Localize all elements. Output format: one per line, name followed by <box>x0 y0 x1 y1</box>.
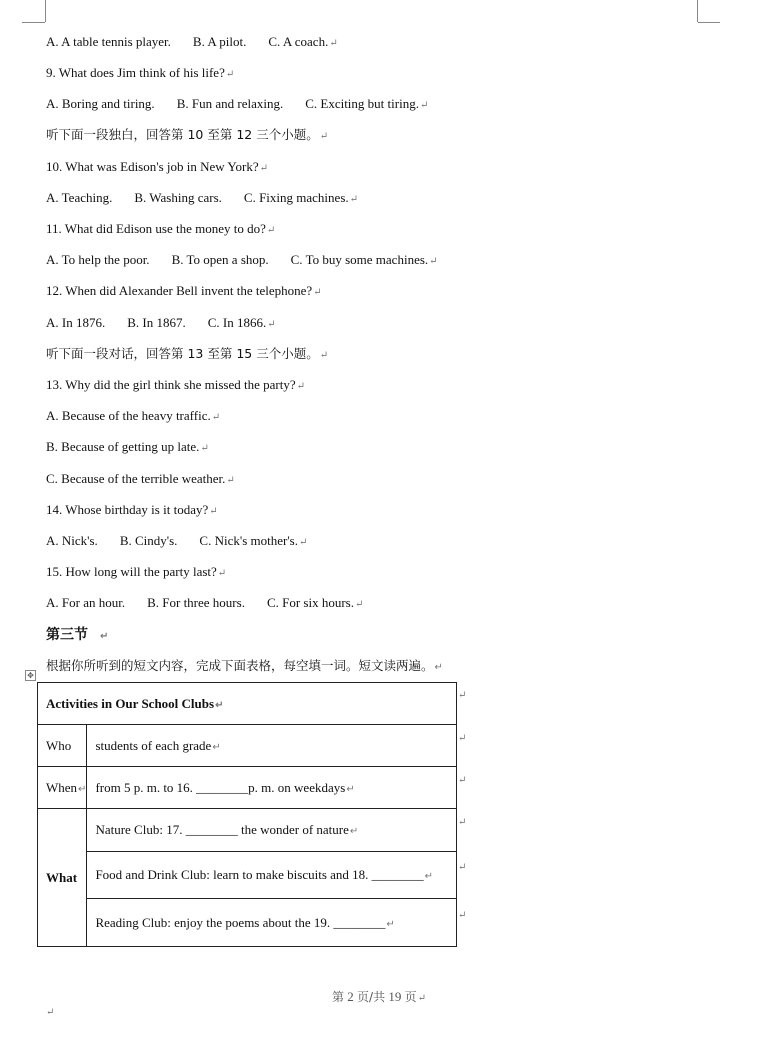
line-text: C. In 1866. <box>207 315 267 330</box>
row-end-mark: ↵ <box>458 733 467 744</box>
table-row <box>38 809 457 852</box>
section-title: 第三节 ↵ <box>46 627 109 643</box>
question-line <box>46 595 363 613</box>
row-end-mark: ↵ <box>458 775 467 786</box>
line-text: A. Nick's. <box>46 533 98 548</box>
line-text: A. A table tennis player. <box>46 34 171 49</box>
table-title-cell: Activities in Our School Clubs↵ <box>38 683 457 725</box>
return-mark: ↵ <box>259 163 269 174</box>
line-text: B. Because of getting up late. <box>46 439 200 454</box>
line-text: C. Exciting but tiring. <box>305 96 419 111</box>
line-text: 15. How long will the party last? <box>46 564 217 579</box>
line-text: 12. When did Alexander Bell invent the telephone? <box>46 283 313 298</box>
question-line <box>46 377 305 395</box>
line-text: 10. What was Edison's job in New York? <box>46 159 259 174</box>
when-value-cell: from 5 p. m. to 16. ________p. m. on weekdays↵ <box>87 767 457 809</box>
return-mark: ↵ <box>296 381 305 392</box>
return-mark: ↵ <box>226 475 235 486</box>
what-row-nature: Nature Club: 17. ________ the wonder of nature↵ <box>87 809 457 852</box>
line-text: A. For an hour. <box>46 595 126 610</box>
line-text: B. Washing cars. <box>134 190 222 205</box>
line-text: C. To buy some machines. <box>290 252 429 267</box>
return-mark: ↵ <box>313 287 322 298</box>
line-text: B. For three hours. <box>147 595 245 610</box>
crop-mark-right-v <box>697 0 698 22</box>
crop-mark-right-h <box>698 22 720 23</box>
line-text: B. To open a shop. <box>171 252 269 267</box>
return-mark: ↵ <box>217 568 227 579</box>
question-line <box>46 315 276 333</box>
return-mark: ↵ <box>211 412 221 423</box>
crop-mark-left-h <box>22 22 45 23</box>
return-mark: ↵ <box>209 506 218 517</box>
line-text: 听下面一段独白，回答第 10 至第 12 三个小题。 <box>46 127 319 142</box>
line-text: B. A pilot. <box>192 34 247 49</box>
question-line <box>46 190 358 208</box>
return-mark: ↵ <box>429 256 438 267</box>
what-row-reading: Reading Club: enjoy the poems about the 19. ________↵ <box>87 899 457 947</box>
line-text: C. Nick's mother's. <box>199 533 298 548</box>
table-row <box>38 725 457 767</box>
line-text: 9. What does Jim think of his life? <box>46 65 225 80</box>
line-text: A. To help the poor. <box>46 252 150 267</box>
return-mark: ↵ <box>299 537 308 548</box>
question-line <box>46 159 268 177</box>
line-text: A. Teaching. <box>46 190 113 205</box>
line-text: C. Fixing machines. <box>243 190 349 205</box>
row-end-mark: ↵ <box>458 817 467 828</box>
question-line <box>46 65 234 83</box>
line-text: A. Because of the heavy traffic. <box>46 408 211 423</box>
table-row <box>38 683 457 725</box>
crop-mark-left-v <box>45 0 46 22</box>
question-line <box>46 96 428 114</box>
return-mark: ↵ <box>319 131 329 142</box>
table-row <box>38 767 457 809</box>
end-return-mark: ↵ <box>46 1007 55 1018</box>
question-line <box>46 502 218 520</box>
question-line <box>46 564 226 582</box>
return-mark: ↵ <box>349 194 359 205</box>
question-line <box>46 533 307 551</box>
return-mark: ↵ <box>267 319 276 330</box>
line-text: C. A coach. <box>268 34 329 49</box>
clubs-table <box>37 682 457 947</box>
line-text: A. Boring and tiring. <box>46 96 155 111</box>
question-line <box>46 34 338 52</box>
return-mark: ↵ <box>266 225 276 236</box>
return-mark: ↵ <box>319 350 329 361</box>
line-text: B. Fun and relaxing. <box>176 96 284 111</box>
line-text: C. Because of the terrible weather. <box>46 471 226 486</box>
return-mark: ↵ <box>329 38 338 49</box>
what-row-food: Food and Drink Club: learn to make biscuits and 18. ________↵ <box>87 852 457 899</box>
question-line <box>46 471 235 489</box>
line-text: B. Cindy's. <box>119 533 178 548</box>
line-text: 听下面一段对话，回答第 13 至第 15 三个小题。 <box>46 346 319 361</box>
table-move-handle-icon[interactable]: ✥ <box>25 670 36 681</box>
question-line <box>46 346 328 364</box>
row-end-mark: ↵ <box>458 910 467 921</box>
page-footer: 第 2 页/共 19 页↵ <box>332 989 426 1004</box>
return-mark: ↵ <box>225 69 235 80</box>
question-line <box>46 408 220 426</box>
question-line <box>46 252 438 270</box>
question-line <box>46 283 322 301</box>
row-end-mark: ↵ <box>458 690 467 701</box>
line-text: C. For six hours. <box>266 595 354 610</box>
question-line <box>46 127 328 145</box>
line-text: 11. What did Edison use the money to do? <box>46 221 266 236</box>
line-text: A. In 1876. <box>46 315 106 330</box>
return-mark: ↵ <box>355 599 364 610</box>
when-label-cell: When↵ <box>38 767 87 809</box>
return-mark: ↵ <box>419 100 429 111</box>
return-mark: ↵ <box>200 443 209 454</box>
question-line <box>46 221 275 239</box>
row-end-mark: ↵ <box>458 862 467 873</box>
line-text: 14. Whose birthday is it today? <box>46 502 209 517</box>
line-text: 13. Why did the girl think she missed the party? <box>46 377 296 392</box>
question-line <box>46 439 209 457</box>
what-label-cell: What <box>38 809 87 947</box>
who-value-cell: students of each grade↵ <box>87 725 457 767</box>
table-row <box>38 899 457 947</box>
table-row <box>38 852 457 899</box>
who-label-cell: Who <box>38 725 87 767</box>
line-text: B. In 1867. <box>127 315 186 330</box>
instruction-line: 根据你所听到的短文内容，完成下面表格，每空填一词。短文读两遍。↵ <box>46 658 443 673</box>
